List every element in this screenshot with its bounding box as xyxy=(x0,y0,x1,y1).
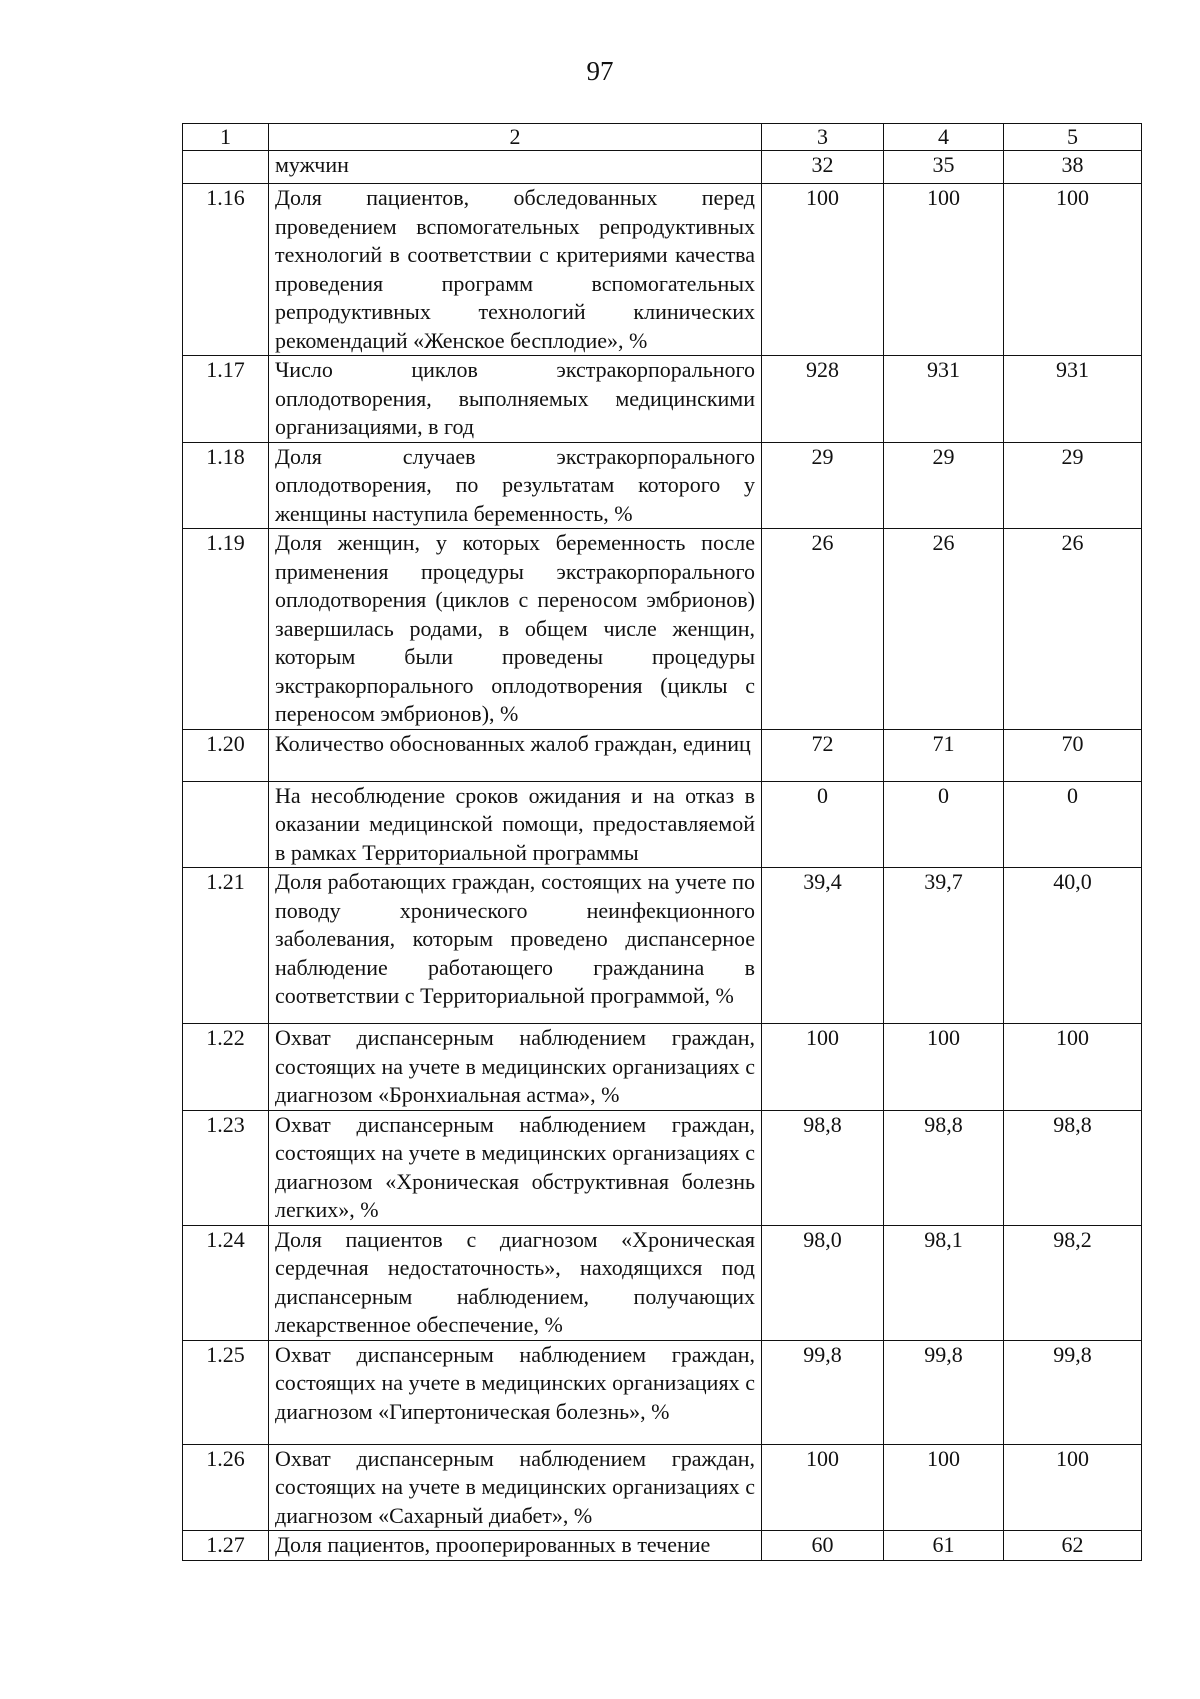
value-col4-cell: 100 xyxy=(884,1024,1004,1111)
value-col3-cell: 39,4 xyxy=(762,868,884,1024)
header-cell-col1: 1 xyxy=(183,124,269,151)
row-number-cell: 1.24 xyxy=(183,1225,269,1340)
table-row xyxy=(183,151,1142,184)
value-col4-cell: 931 xyxy=(884,356,1004,443)
row-number-cell: 1.25 xyxy=(183,1340,269,1444)
value-col5-cell: 931 xyxy=(1004,356,1142,443)
value-col5-cell: 0 xyxy=(1004,781,1142,868)
row-number-cell xyxy=(183,781,269,868)
indicator-description-cell: Охват диспансерным наблюдением граждан, состоящих на учете в медицинских организациях с диагнозом «Бронхиальная астма», % xyxy=(269,1024,762,1111)
value-col5-cell: 100 xyxy=(1004,1024,1142,1111)
value-col4-cell: 98,8 xyxy=(884,1110,1004,1225)
table-row xyxy=(183,356,1142,443)
indicator-description-cell: На несоблюдение сроков ожидания и на отказ в оказании медицинской помощи, предоставляемой в рамках Территориальной программы xyxy=(269,781,762,868)
value-col3-cell: 99,8 xyxy=(762,1340,884,1444)
value-col4-cell: 29 xyxy=(884,442,1004,529)
table-row xyxy=(183,1531,1142,1561)
value-col5-cell: 100 xyxy=(1004,1444,1142,1531)
value-col4-cell: 26 xyxy=(884,529,1004,730)
table-row xyxy=(183,1225,1142,1340)
value-col5-cell: 38 xyxy=(1004,151,1142,184)
table-row xyxy=(183,729,1142,781)
row-number-cell: 1.22 xyxy=(183,1024,269,1111)
table-row xyxy=(183,442,1142,529)
value-col4-cell: 39,7 xyxy=(884,868,1004,1024)
table-row xyxy=(183,1024,1142,1111)
value-col5-cell: 29 xyxy=(1004,442,1142,529)
table-row xyxy=(183,868,1142,1024)
indicator-description-cell: Количество обоснованных жалоб граждан, единиц xyxy=(269,729,762,781)
indicator-description-cell: Доля пациентов с диагнозом «Хроническая сердечная недостаточность», находящихся под диспансерным наблюдением, получающих лекарственное обеспечение, % xyxy=(269,1225,762,1340)
indicators-table xyxy=(182,123,1142,1561)
value-col3-cell: 0 xyxy=(762,781,884,868)
row-number-cell: 1.26 xyxy=(183,1444,269,1531)
value-col4-cell: 0 xyxy=(884,781,1004,868)
indicator-description-cell: Охват диспансерным наблюдением граждан, состоящих на учете в медицинских организациях с диагнозом «Сахарный диабет», % xyxy=(269,1444,762,1531)
indicator-description-cell: Доля женщин, у которых беременность после применения процедуры экстракорпорального оплодотворения (циклов с переносом эмбрионов) завершилась родами, в общем числе женщин, которым были проведены процедуры экстракорпорального оплодотворения (циклы с переносом эмбрионов), % xyxy=(269,529,762,730)
indicator-description-cell: Охват диспансерным наблюдением граждан, состоящих на учете в медицинских организациях с диагнозом «Гипертоническая болезнь», % xyxy=(269,1340,762,1444)
table-row xyxy=(183,1444,1142,1531)
indicator-description-cell: Доля пациентов, прооперированных в течение xyxy=(269,1531,762,1561)
value-col4-cell: 99,8 xyxy=(884,1340,1004,1444)
page-number: 97 xyxy=(586,56,614,86)
row-number-cell: 1.23 xyxy=(183,1110,269,1225)
value-col3-cell: 26 xyxy=(762,529,884,730)
value-col5-cell: 26 xyxy=(1004,529,1142,730)
indicator-description-cell: Доля работающих граждан, состоящих на учете по поводу хронического неинфекционного заболевания, которым проведено диспансерное наблюдение работающего гражданина в соответствии с Территориальной программой, % xyxy=(269,868,762,1024)
table-header-row xyxy=(183,124,1142,151)
value-col3-cell: 928 xyxy=(762,356,884,443)
value-col3-cell: 100 xyxy=(762,1444,884,1531)
indicator-description-cell: Охват диспансерным наблюдением граждан, состоящих на учете в медицинских организациях с диагнозом «Хроническая обструктивная болезнь легких», % xyxy=(269,1110,762,1225)
value-col4-cell: 100 xyxy=(884,1444,1004,1531)
indicator-description-cell: Число циклов экстракорпорального оплодотворения, выполняемых медицинскими организациями, в год xyxy=(269,356,762,443)
value-col4-cell: 98,1 xyxy=(884,1225,1004,1340)
value-col3-cell: 29 xyxy=(762,442,884,529)
value-col5-cell: 99,8 xyxy=(1004,1340,1142,1444)
value-col5-cell: 100 xyxy=(1004,184,1142,356)
indicator-description-cell: Доля случаев экстракорпорального оплодотворения, по результатам которого у женщины наступила беременность, % xyxy=(269,442,762,529)
value-col5-cell: 98,8 xyxy=(1004,1110,1142,1225)
table-row xyxy=(183,1340,1142,1444)
value-col3-cell: 100 xyxy=(762,1024,884,1111)
value-col4-cell: 61 xyxy=(884,1531,1004,1561)
value-col3-cell: 98,8 xyxy=(762,1110,884,1225)
row-number-cell: 1.18 xyxy=(183,442,269,529)
row-number-cell: 1.20 xyxy=(183,729,269,781)
row-number-cell: 1.19 xyxy=(183,529,269,730)
table-row xyxy=(183,184,1142,356)
indicator-description-cell: Доля пациентов, обследованных перед проведением вспомогательных репродуктивных технологий в соответствии с критериями качества проведения программ вспомогательных репродуктивных технологий клинических рекомендаций «Женское бесплодие», % xyxy=(269,184,762,356)
value-col3-cell: 100 xyxy=(762,184,884,356)
value-col4-cell: 71 xyxy=(884,729,1004,781)
value-col3-cell: 32 xyxy=(762,151,884,184)
value-col4-cell: 100 xyxy=(884,184,1004,356)
indicator-description-cell: мужчин xyxy=(269,151,762,184)
value-col5-cell: 70 xyxy=(1004,729,1142,781)
value-col5-cell: 98,2 xyxy=(1004,1225,1142,1340)
table-row xyxy=(183,781,1142,868)
row-number-cell: 1.17 xyxy=(183,356,269,443)
value-col4-cell: 35 xyxy=(884,151,1004,184)
header-cell-col2: 2 xyxy=(269,124,762,151)
value-col3-cell: 60 xyxy=(762,1531,884,1561)
row-number-cell: 1.21 xyxy=(183,868,269,1024)
value-col3-cell: 72 xyxy=(762,729,884,781)
row-number-cell: 1.16 xyxy=(183,184,269,356)
table-row xyxy=(183,529,1142,730)
value-col3-cell: 98,0 xyxy=(762,1225,884,1340)
header-cell-col3: 3 xyxy=(762,124,884,151)
header-cell-col4: 4 xyxy=(884,124,1004,151)
value-col5-cell: 62 xyxy=(1004,1531,1142,1561)
row-number-cell xyxy=(183,151,269,184)
value-col5-cell: 40,0 xyxy=(1004,868,1142,1024)
table-row xyxy=(183,1110,1142,1225)
header-cell-col5: 5 xyxy=(1004,124,1142,151)
row-number-cell: 1.27 xyxy=(183,1531,269,1561)
